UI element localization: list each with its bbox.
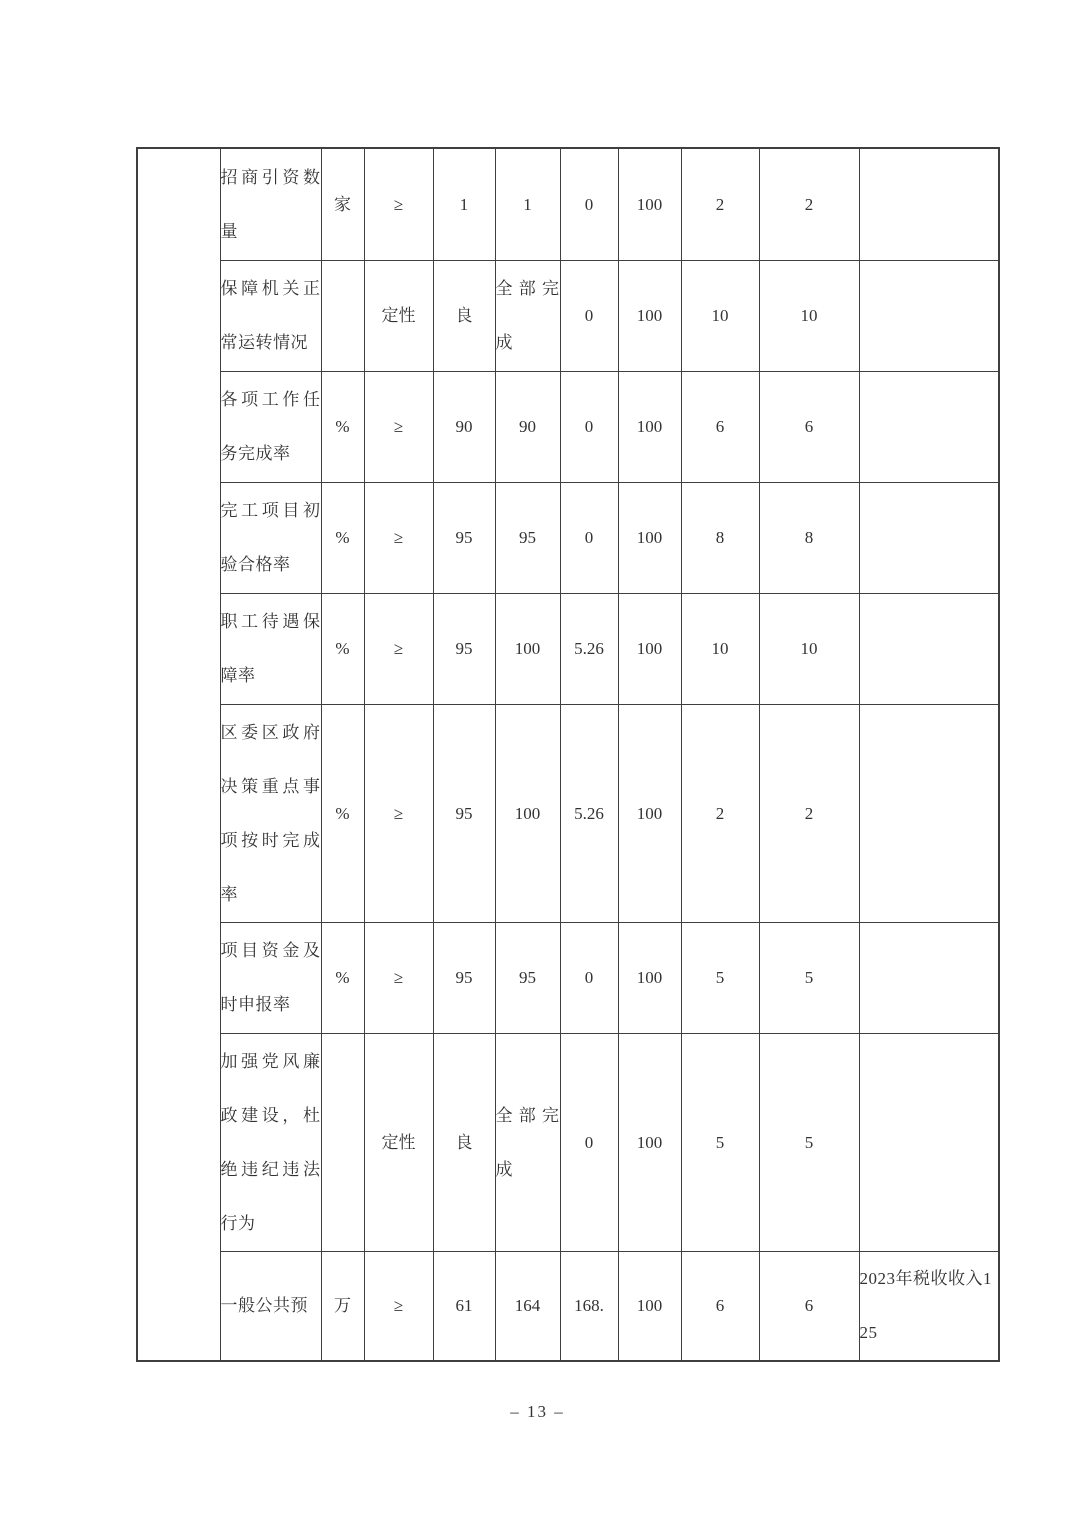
- target-value-cell: 95: [433, 483, 495, 594]
- deviation-cell: 0: [560, 261, 618, 372]
- remark-cell: [859, 594, 999, 705]
- operator-cell: ≥: [364, 923, 433, 1034]
- weight-cell: 6: [681, 1252, 759, 1362]
- actual-value-cell: 1: [495, 148, 560, 261]
- score-cell: 10: [759, 261, 859, 372]
- actual-value-cell: 100: [495, 705, 560, 923]
- target-value-cell: 95: [433, 923, 495, 1034]
- table-row: [137, 261, 999, 372]
- indicator-cell: 职工待遇保障率: [220, 594, 321, 705]
- actual-value-cell: 100: [495, 594, 560, 705]
- operator-cell: 定性: [364, 1034, 433, 1252]
- deviation-cell: 0: [560, 923, 618, 1034]
- score-cell: 5: [759, 923, 859, 1034]
- score-rate-cell: 100: [618, 594, 681, 705]
- target-value-cell: 61: [433, 1252, 495, 1362]
- remark-cell: [859, 483, 999, 594]
- table-row: [137, 705, 999, 923]
- unit-cell: 家: [321, 148, 364, 261]
- score-rate-cell: 100: [618, 483, 681, 594]
- score-rate-cell: 100: [618, 372, 681, 483]
- target-value-cell: 95: [433, 705, 495, 923]
- unit-cell: %: [321, 594, 364, 705]
- unit-cell: %: [321, 923, 364, 1034]
- indicator-cell: 招商引资数量: [220, 148, 321, 261]
- operator-cell: ≥: [364, 372, 433, 483]
- deviation-cell: 0: [560, 1034, 618, 1252]
- remark-cell: [859, 148, 999, 261]
- unit-cell: [321, 261, 364, 372]
- score-rate-cell: 100: [618, 148, 681, 261]
- indicator-cell: 项目资金及时申报率: [220, 923, 321, 1034]
- table-row: [137, 148, 999, 261]
- operator-cell: ≥: [364, 1252, 433, 1362]
- deviation-cell: 5.26: [560, 594, 618, 705]
- page-number: – 13 –: [510, 1402, 565, 1421]
- table-row: [137, 594, 999, 705]
- table-row: [137, 1252, 999, 1362]
- score-cell: 10: [759, 594, 859, 705]
- unit-cell: %: [321, 483, 364, 594]
- weight-cell: 2: [681, 148, 759, 261]
- actual-value-cell: 全部完成: [495, 1034, 560, 1252]
- target-value-cell: 良: [433, 261, 495, 372]
- remark-cell: [859, 261, 999, 372]
- operator-cell: ≥: [364, 483, 433, 594]
- unit-cell: %: [321, 372, 364, 483]
- target-value-cell: 1: [433, 148, 495, 261]
- score-rate-cell: 100: [618, 1034, 681, 1252]
- deviation-cell: 0: [560, 148, 618, 261]
- remark-cell: 2023年税收收入125: [859, 1252, 999, 1362]
- remark-cell: [859, 372, 999, 483]
- target-value-cell: 良: [433, 1034, 495, 1252]
- deviation-cell: 0: [560, 372, 618, 483]
- table-row: [137, 1034, 999, 1252]
- unit-cell: 万: [321, 1252, 364, 1362]
- unit-cell: %: [321, 705, 364, 923]
- target-value-cell: 90: [433, 372, 495, 483]
- operator-cell: ≥: [364, 148, 433, 261]
- operator-cell: 定性: [364, 261, 433, 372]
- score-cell: 5: [759, 1034, 859, 1252]
- weight-cell: 6: [681, 372, 759, 483]
- performance-indicator-table: [136, 147, 1000, 1362]
- merged-left-cell: [137, 148, 220, 1361]
- operator-cell: ≥: [364, 705, 433, 923]
- indicator-cell: 一般公共预: [220, 1252, 321, 1362]
- actual-value-cell: 全部完成: [495, 261, 560, 372]
- actual-value-cell: 90: [495, 372, 560, 483]
- table-row: [137, 372, 999, 483]
- actual-value-cell: 95: [495, 923, 560, 1034]
- remark-cell: [859, 705, 999, 923]
- indicator-cell: 保障机关正常运转情况: [220, 261, 321, 372]
- indicator-cell: 区委区政府决策重点事项按时完成率: [220, 705, 321, 923]
- score-rate-cell: 100: [618, 705, 681, 923]
- weight-cell: 10: [681, 261, 759, 372]
- weight-cell: 5: [681, 923, 759, 1034]
- table-row: [137, 483, 999, 594]
- score-rate-cell: 100: [618, 1252, 681, 1362]
- weight-cell: 8: [681, 483, 759, 594]
- score-cell: 2: [759, 148, 859, 261]
- indicator-cell: 各项工作任务完成率: [220, 372, 321, 483]
- deviation-cell: 5.26: [560, 705, 618, 923]
- score-rate-cell: 100: [618, 261, 681, 372]
- weight-cell: 5: [681, 1034, 759, 1252]
- deviation-cell: 168.: [560, 1252, 618, 1362]
- deviation-cell: 0: [560, 483, 618, 594]
- remark-cell: [859, 923, 999, 1034]
- score-cell: 8: [759, 483, 859, 594]
- table-row: [137, 923, 999, 1034]
- unit-cell: [321, 1034, 364, 1252]
- weight-cell: 10: [681, 594, 759, 705]
- indicator-cell: 完工项目初验合格率: [220, 483, 321, 594]
- remark-cell: [859, 1034, 999, 1252]
- weight-cell: 2: [681, 705, 759, 923]
- target-value-cell: 95: [433, 594, 495, 705]
- score-rate-cell: 100: [618, 923, 681, 1034]
- score-cell: 6: [759, 372, 859, 483]
- actual-value-cell: 95: [495, 483, 560, 594]
- indicator-cell: 加强党风廉政建设，杜绝违纪违法行为: [220, 1034, 321, 1252]
- operator-cell: ≥: [364, 594, 433, 705]
- score-cell: 6: [759, 1252, 859, 1362]
- actual-value-cell: 164: [495, 1252, 560, 1362]
- score-cell: 2: [759, 705, 859, 923]
